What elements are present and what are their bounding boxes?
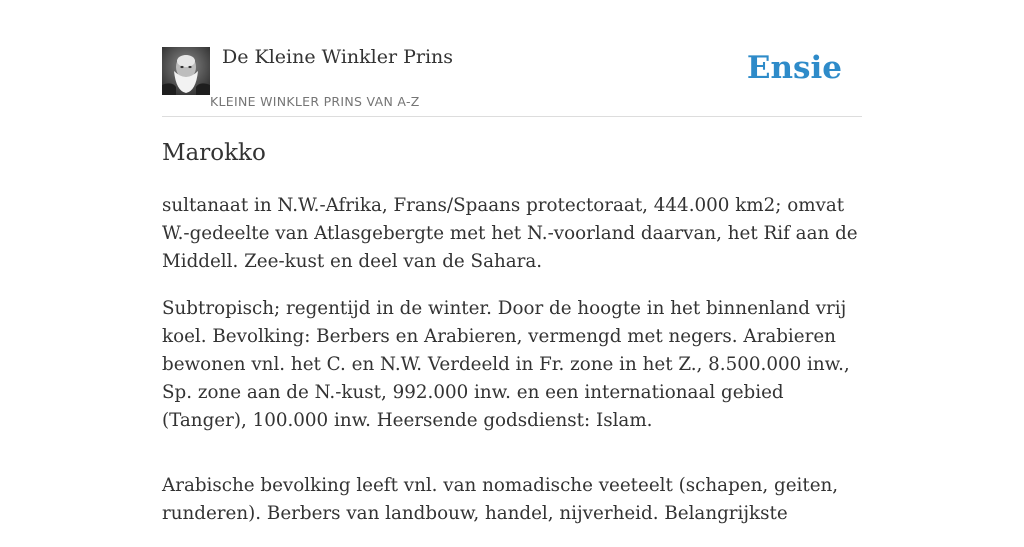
article-paragraph: Arabische bevolking leeft vnl. van nomadische veeteelt (schapen, geiten, runderen). Berbers van landbouw, handel, nijverheid. Belangrijkste (162, 475, 839, 524)
author-portrait-icon[interactable] (162, 47, 210, 95)
article-paragraph: Subtropisch; regentijd in de winter. Door de hoogte in het binnenland vrij koel. Bevolking: Berbers en Arabieren, vermengd met negers. Arabieren bewonen vnl. het C. en N.W. Verdeeld in Fr. zone in het Z., 8.500.000 inw., Sp. zone aan de N.-kust, 992.000 inw. en een internationaal gebied (Tanger), 100.000 inw. Heersende godsdienst: Islam. (162, 298, 850, 431)
article-paragraph: sultanaat in N.W.-Afrika, Frans/Spaans protectoraat, 444.000 km2; omvat W.-gedeelte van Atlasgebergte met het N.-voorland daarvan, het Rif aan de Middell. Zee-kust en deel van de Sahara. (162, 195, 858, 272)
site-title[interactable]: De Kleine Winkler Prins (222, 46, 454, 68)
site-subtitle[interactable]: KLEINE WINKLER PRINS VAN A-Z (210, 94, 420, 109)
brand-logo-link[interactable]: Ensie (746, 50, 842, 86)
article-title: Marokko (162, 140, 266, 166)
header (162, 0, 862, 117)
article-body (162, 192, 862, 547)
page (162, 0, 862, 524)
